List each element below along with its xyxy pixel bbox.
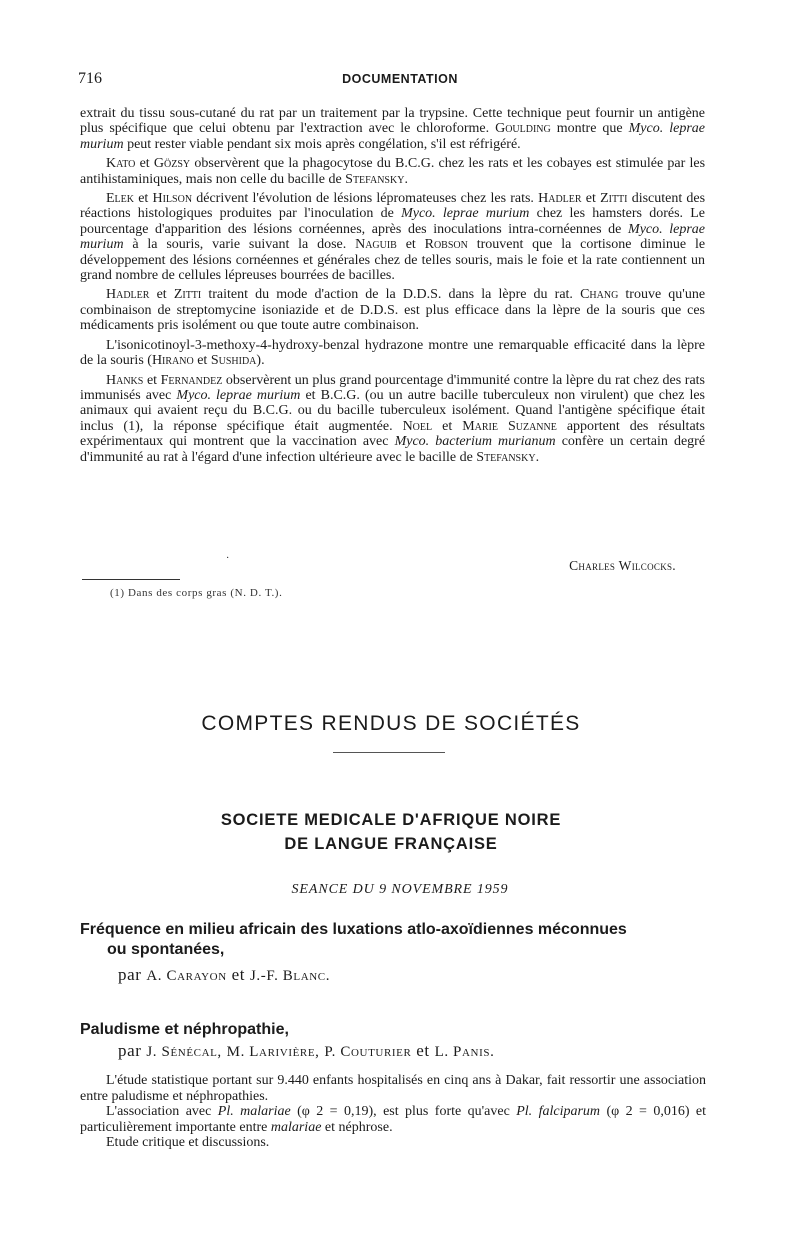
running-title: DOCUMENTATION: [342, 72, 458, 86]
text: L'association avec: [106, 1104, 212, 1120]
text: discutent des réactions histologiques produites par l'inoculation de: [80, 191, 706, 222]
text: observèrent un plus grand pourcentage d'immunité contre la lèpre du rat chez des rats immunisés avec: [80, 372, 706, 403]
section-title: COMPTES RENDUS DE SOCIÉTÉS: [201, 712, 581, 735]
species-name: Myco. leprae murium: [80, 221, 706, 253]
page-number: 716: [78, 70, 102, 87]
author-name: Stefansky: [476, 449, 536, 465]
author-name: Sushida: [210, 353, 257, 369]
article-2-abstract: [80, 1073, 707, 1151]
text: et: [442, 418, 453, 434]
text: à la souris, varie suivant la dose.: [132, 237, 347, 253]
species-name: Myco. leprae murium: [80, 121, 705, 152]
abstract-paragraph: Etude critique et discussions.: [106, 1135, 270, 1151]
text: chez les hamsters dorés. Le pourcentage d'apparition des lésions cornéennes, après des inoculations intra-cornéennes de: [80, 206, 706, 237]
species-name: Pl. malariae: [217, 1104, 291, 1120]
author-name: J. Sénécal,: [146, 1044, 222, 1060]
article-2-title: [80, 1020, 720, 1040]
text: et: [139, 156, 150, 172]
species-name: Pl. falciparum: [516, 1104, 601, 1120]
signature: Charles Wilcocks.: [569, 558, 676, 573]
author-name: Chang: [580, 287, 619, 303]
title-line: Paludisme et néphropathie,: [80, 1021, 289, 1038]
text: L'isonicotinoyl-3-methoxy-4-hydroxy-benzal hydrazone montre une remarquable efficacité dans la lèpre de la souris (: [80, 337, 705, 369]
author-name: Hadler: [106, 287, 150, 303]
text: apportent des résultats expérimentaux qui montrent que la vaccination avec: [80, 418, 705, 450]
text: montre que: [556, 121, 623, 137]
society-line-2: DE LANGUE FRANÇAISE: [284, 835, 498, 853]
session-date: SEANCE DU 9 NOVEMBRE 1959: [291, 882, 509, 897]
review-text: [80, 106, 705, 469]
text: et: [138, 191, 149, 207]
author-name: Stefansky: [345, 171, 405, 187]
society-line-1: SOCIETE MEDICALE D'AFRIQUE NOIRE: [220, 811, 562, 829]
title-line: Fréquence en milieu africain des luxations atlo-axoïdiennes méconnues: [80, 921, 627, 938]
author-name: J.-F. Blanc.: [249, 968, 331, 984]
text: extrait du tissu sous-cutané du rat par un traitement par la trypsine. Cette technique peut fournir un antigène plus spécifique que celui obtenu par l'extraction avec le chloroforme.: [80, 106, 705, 137]
text: traitent du mode d'action de la D.D.S. dans la lèpre du rat.: [208, 287, 573, 303]
text: et B.C.G. (ou un autre bacille tuberculeux non virulent) que chez les animaux qui avaient reçu du B.C.G. ou du bacille tuberculeux isolément. Quand l'antigène spécifique était inclus (1), la réponse spécifique était augmentée.: [80, 387, 706, 434]
footnote: (1) Dans des corps gras (N. D. T.).: [110, 587, 283, 599]
author-name: Fernandez: [160, 372, 223, 388]
abstract-paragraph: L'étude statistique portant sur 9.440 enfants hospitalisés en cinq ans à Dakar, fait ressortir une association entre paludisme et néphropathies.: [80, 1073, 706, 1104]
text: confère un certain degré d'immunité au rat à l'égard d'une infection ultérieure avec le bacille de: [80, 434, 706, 465]
text: et: [156, 287, 167, 303]
article-2-authors: [118, 1041, 494, 1061]
author-name: Kato: [106, 156, 136, 172]
text: ).: [256, 353, 265, 369]
paragraph-4: [80, 287, 705, 333]
text: trouvent que la cortisone diminue le développement des lésions cornéennes et générales chez de telles souris, mais le foie et la rate contiennent un grand nombre de cellules lépreuses bourrées de bacilles.: [80, 237, 706, 284]
author-name: Hirano: [151, 353, 194, 369]
society-name: [0, 808, 782, 856]
text: et: [405, 237, 416, 253]
author-name: Elek: [106, 191, 134, 207]
author-name: Hanks: [106, 372, 144, 388]
text: et: [197, 353, 208, 369]
author-name: Hadler: [538, 191, 582, 207]
text: observèrent que la phagocytose du B.C.G. chez les rats et les cobayes est stimulée par les antihistaminiques, mais non celle du bacille de: [80, 156, 706, 187]
text: par: [118, 965, 142, 984]
text: et néphrose.: [324, 1119, 393, 1135]
paragraph-1: [80, 106, 705, 152]
author-name: Zitti: [173, 287, 202, 303]
abstract-paragraph: [80, 1104, 706, 1135]
author-name: Zitti: [600, 191, 628, 207]
species-name: Myco. leprae murium: [401, 206, 530, 222]
author-name: Robson: [424, 237, 468, 253]
footnote-divider: [82, 579, 180, 580]
author-name: A. Carayon: [146, 968, 227, 984]
paragraph-5: [80, 338, 705, 369]
species-name: Myco. leprae murium: [176, 387, 301, 403]
paragraph-2: Kato et Gözsy observèrent que la phagocytose du B.C.G. chez les rats et les cobayes est stimulée par les antihistaminiques, mais non celle du bacille de Stefansky.: [80, 156, 706, 187]
author-name: Naguib: [355, 237, 397, 253]
author-name: Marie Suzanne: [462, 418, 557, 434]
title-line: ou spontanées,: [107, 941, 225, 958]
text: et: [231, 965, 246, 984]
author-name: Gözsy: [153, 156, 191, 172]
text: décrivent l'évolution de lésions lépromateuses chez les rats.: [196, 191, 534, 207]
author-name: Noel: [402, 418, 433, 434]
author-name: Goulding: [495, 121, 551, 137]
text: (φ 2 = 0,19), est plus forte qu'avec: [297, 1104, 510, 1120]
author-name: P. Couturier: [324, 1044, 412, 1060]
text: et: [585, 191, 596, 207]
text: par: [118, 1041, 142, 1060]
print-dot: ·: [226, 553, 230, 564]
species-name: malariae: [270, 1119, 322, 1135]
text: et: [146, 372, 158, 388]
author-name: L. Panis.: [434, 1044, 495, 1060]
article-1-title: [80, 920, 720, 960]
text: et: [416, 1041, 430, 1060]
text: trouve qu'une combinaison de streptomycine isoniazide et de D.D.S. est plus efficace dans la lèpre de la souris que ces médicaments pris isolément ou que toute autre combinaison.: [80, 287, 706, 334]
text: (φ 2 = 0,016) et particulièrement importante entre: [80, 1104, 707, 1135]
paragraph-6: Hanks et Fernandez observèrent un plus grand pourcentage d'immunité contre la lèpre du rat chez des rats immunisés avec Myco. leprae murium et B.C.G. (ou un autre bacille tuberculeux non virulent) que chez les animaux qui avaient reçu du B.C.G. ou du bacille tuberculeux isolément. Quand l'antigène spécifique était inclus (1), la réponse spécifique était augmentée. Noel et Marie Suzanne apportent des résultats expérimentaux qui montrent que la vaccination avec Myco. bacterium murianum confère un certain degré d'immunité au rat à l'égard d'une infection ultérieure avec le bacille de Stefansky.: [80, 372, 706, 465]
author-name: Hilson: [152, 191, 193, 207]
text: peut rester viable pendant six mois après congélation, s'il est réfrigéré.: [127, 136, 521, 152]
author-name: M. Larivière,: [226, 1044, 320, 1060]
paragraph-3: [80, 191, 705, 283]
article-1-authors: [118, 965, 330, 985]
species-name: Myco. bacterium murianum: [394, 434, 556, 450]
section-divider: [333, 752, 445, 753]
